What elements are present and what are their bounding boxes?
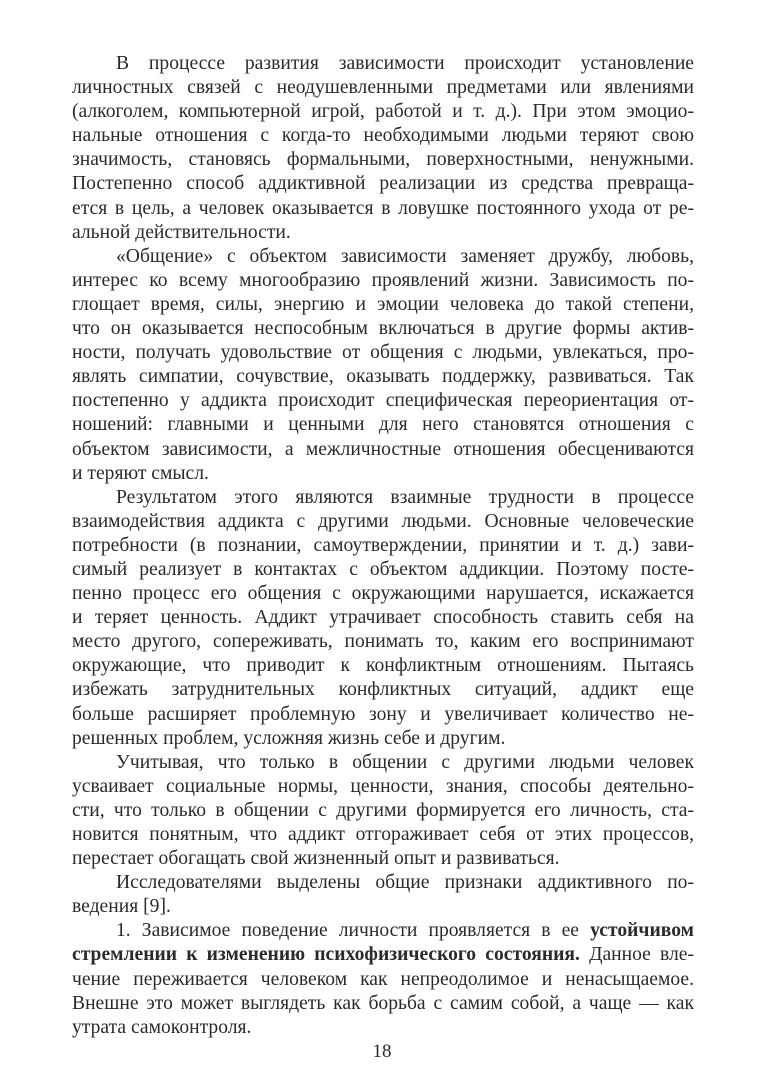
text-run: 1. Зависимое поведение личности проявляется в ее xyxy=(116,920,591,942)
text-line: личностных связей с неодушевленными предметами или явлениями xyxy=(72,77,694,99)
paragraph-2 xyxy=(72,245,694,486)
text-line: чение переживается человеком как непреодолимое и ненасыщаемое. xyxy=(72,968,694,990)
text-line: утрата самоконтроля. xyxy=(72,1016,252,1038)
text-line: что он оказывается неспособным включаться в другие формы актив- xyxy=(72,318,694,340)
text-run: Исследователями выделены xyxy=(116,872,376,894)
text-line: постепенно у аддикта происходит специфическая переориентация от- xyxy=(72,390,694,412)
text-line: решенных проблем, усложняя жизнь себе и другим. xyxy=(72,727,506,749)
text-line: окружающие, что приводит к конфликтным отношениям. Пытаясь xyxy=(72,655,694,677)
text-line: место другого, сопереживать, понимать то, каким его воспринимают xyxy=(72,631,694,653)
text-line xyxy=(72,943,694,967)
italic-term: общие признаки аддиктивного по- xyxy=(375,872,694,894)
text-line: Результатом этого являются взаимные трудности в процессе xyxy=(116,486,694,508)
text-line: Постепенно способ аддиктивной реализации из средства превраща- xyxy=(72,173,694,195)
paragraph-1 xyxy=(72,52,694,245)
text-line: симый реализует в контактах с объектом аддикции. Поэтому посте- xyxy=(72,558,694,580)
text-line: и теряет ценность. Аддикт утрачивает способность ставить себя на xyxy=(72,607,694,629)
document-page xyxy=(72,52,694,1040)
text-line: ности, получать удовольствие от общения с людьми, увлекаться, про- xyxy=(72,342,694,364)
text-line: усваивает социальные нормы, ценности, знания, способы деятельно- xyxy=(72,775,694,797)
text-line: альной действительности. xyxy=(72,221,291,243)
text-line: ношений: главными и ценными для него становятся отношения с xyxy=(72,414,694,436)
citation: [9]. xyxy=(138,896,171,918)
text-line xyxy=(72,919,694,943)
italic-term: ведения xyxy=(72,896,139,918)
text-line: пенно процесс его общения с окружающими нарушается, искажается xyxy=(72,583,694,605)
text-line: больше расширяет проблемную зону и увеличивает количество не- xyxy=(72,703,694,725)
text-line: избежать затруднительных конфликтных ситуаций, аддикт еще xyxy=(72,679,694,701)
text-run: Данное вле- xyxy=(579,944,694,966)
text-line: и теряют смысл. xyxy=(72,462,209,484)
emphasis-term: устойчивом xyxy=(590,920,694,942)
paragraph-4 xyxy=(72,751,694,871)
text-line: глощает время, силы, энергию и эмоции человека до такой степени, xyxy=(72,293,694,315)
emphasis-period: . xyxy=(575,944,580,966)
text-line: В процессе развития зависимости происходит установление xyxy=(116,53,694,74)
paragraph-3 xyxy=(72,486,694,751)
text-line: «Общение» с объектом зависимости заменяет дружбу, любовь, xyxy=(116,245,694,267)
text-line: потребности (в познании, самоутверждении, принятии и т. д.) зави- xyxy=(72,534,694,556)
text-line: нальные отношения с когда-то необходимыми людьми теряют свою xyxy=(72,125,694,147)
text-line: являть симпатии, сочувствие, оказывать поддержку, развиваться. Так xyxy=(72,366,694,388)
text-line xyxy=(72,895,694,919)
text-line: ется в цель, а человек оказывается в ловушке постоянного ухода от ре- xyxy=(72,197,694,219)
emphasis-term: стремлении к изменению психофизического состояния xyxy=(72,944,576,966)
text-line: взаимодействия аддикта с другими людьми. Основные человеческие xyxy=(72,510,694,532)
paragraph-5 xyxy=(72,871,694,919)
text-line: новится понятным, что аддикт отгораживает себя от этих процессов, xyxy=(72,824,694,845)
text-line: значимость, становясь формальными, поверхностными, ненужными. xyxy=(72,149,694,171)
text-line: (алкоголем, компьютерной игрой, работой и т. д.). При этом эмоцио- xyxy=(72,101,694,123)
paragraph-6 xyxy=(72,919,694,1039)
text-line: объектом зависимости, а межличностные отношения обесцениваются xyxy=(72,438,694,460)
text-line: Внешне это может выглядеть как борьба с самим собой, а чаще — как xyxy=(72,992,694,1014)
page-number: 18 xyxy=(372,1041,392,1062)
text-line: интерес ко всему многообразию проявлений жизни. Зависимость по- xyxy=(72,269,694,291)
text-line xyxy=(72,871,694,895)
text-line: сти, что только в общении с другими формируется его личность, ста- xyxy=(72,799,694,821)
text-line: перестает обогащать свой жизненный опыт и развиваться. xyxy=(72,848,560,870)
text-line: Учитывая, что только в общении с другими людьми человек xyxy=(116,751,694,773)
